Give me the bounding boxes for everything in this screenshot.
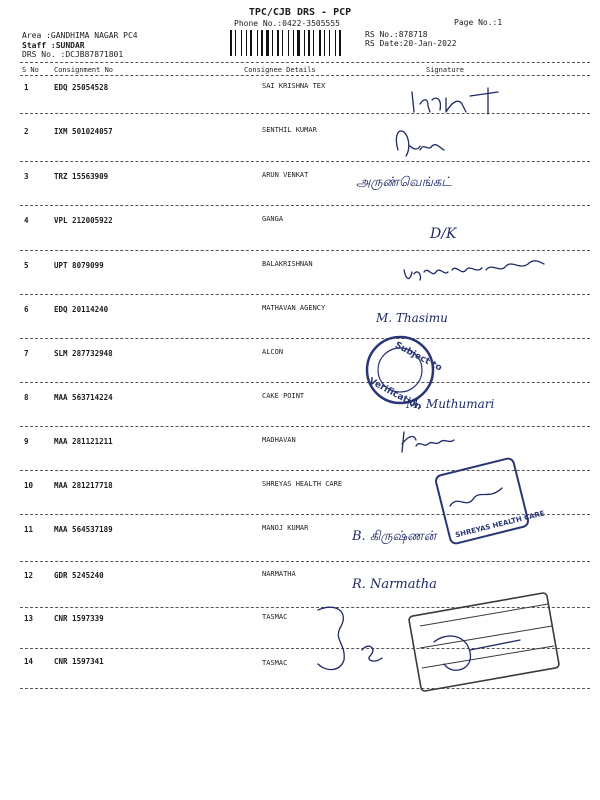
signature-row-1 xyxy=(412,88,498,114)
row-sno: 10 xyxy=(24,481,34,490)
rs-number: RS No.:878718 xyxy=(365,30,428,39)
row-sno: 9 xyxy=(24,437,29,446)
row-consignee: ALCON xyxy=(262,348,284,356)
row-sno: 7 xyxy=(24,349,29,358)
row-sno: 13 xyxy=(24,614,34,623)
row-consignee: GANGA xyxy=(262,215,284,223)
signature-row-11: B. கிருஷ்ணன் xyxy=(352,529,437,544)
row-consignee: CAKE POINT xyxy=(262,392,305,400)
staff-label: Staff :SUNDAR xyxy=(22,41,85,50)
drs-number: DRS No. :DCJB87871801 xyxy=(22,50,124,59)
row-consignment: MAA 564537189 xyxy=(54,525,113,534)
row-sno: 1 xyxy=(24,83,29,92)
row-sno: 6 xyxy=(24,305,29,314)
row-consignment: MAA 563714224 xyxy=(54,393,113,402)
phone-number: Phone No.:0422-3505555 xyxy=(234,19,340,28)
row-sno: 3 xyxy=(24,172,29,181)
row-consignment: CNR 1597341 xyxy=(54,657,104,666)
page-number: Page No.:1 xyxy=(454,18,503,27)
area-label: Area :GANDHIMA NAGAR PC4 xyxy=(22,31,138,40)
row-consignment: TRZ 15563909 xyxy=(54,172,109,181)
row-consignee: BALAKRISHNAN xyxy=(262,260,313,268)
signature-row-3: அருண்வெங்கட் xyxy=(356,175,452,190)
row-consignee: ARUN VENKAT xyxy=(262,171,309,179)
column-header-consignee: Consignee Details xyxy=(244,66,316,74)
signature-row-4: D/K xyxy=(430,226,457,242)
row-sno: 4 xyxy=(24,216,29,225)
row-sno: 11 xyxy=(24,525,34,534)
stamp-shreyas-text: SHREYAS HEALTH CARE xyxy=(454,509,546,540)
row-consignee: SHREYAS HEALTH CARE xyxy=(262,480,343,488)
shreyas-stamp xyxy=(435,457,546,544)
column-header-signature: Signature xyxy=(426,66,464,74)
row-consignee: SAI KRISHNA TEX xyxy=(262,82,326,90)
tasmac-stamp xyxy=(408,592,559,691)
signature-row-5 xyxy=(404,261,544,280)
row-consignee: SENTHIL KUMAR xyxy=(262,126,317,134)
signature-row-12: R. Narmatha xyxy=(352,577,437,592)
row-consignee: TASMAC xyxy=(262,659,288,667)
stamp-line-bottom: Verification xyxy=(366,376,424,413)
sheet-title: TPC/CJB DRS - PCP xyxy=(248,7,352,18)
row-consignment: MAA 281217718 xyxy=(54,481,113,490)
row-sno: 5 xyxy=(24,261,29,270)
rs-date: RS Date:20-Jan-2022 xyxy=(365,39,457,48)
signature-row-2 xyxy=(396,131,444,156)
row-consignment: EDQ 20114240 xyxy=(54,305,109,314)
column-header-sno: S No xyxy=(22,66,39,74)
row-consignment: MAA 281121211 xyxy=(54,437,113,446)
row-consignment: CNR 1597339 xyxy=(54,614,104,623)
row-consignment: IXM 501024057 xyxy=(54,127,113,136)
row-consignee: TASMAC xyxy=(262,613,288,621)
row-consignee: MADHAVAN xyxy=(262,436,296,444)
row-consignment: VPL 212005922 xyxy=(54,216,113,225)
row-consignment: SLM 287732948 xyxy=(54,349,113,358)
signature-row-13 xyxy=(318,607,520,670)
row-sno: 2 xyxy=(24,127,29,136)
row-consignee: MANOJ KUMAR xyxy=(262,524,309,532)
row-consignment: EDQ 25054528 xyxy=(54,83,109,92)
row-sno: 8 xyxy=(24,393,29,402)
row-consignee: MATHAVAN AGENCY xyxy=(262,304,326,312)
row-sno: 12 xyxy=(24,571,34,580)
signature-row-8: M. Muthumari xyxy=(406,397,495,411)
signature-row-6: M. Thasimu xyxy=(376,311,448,325)
stamp-line-top: Subject to xyxy=(392,340,444,374)
signature-row-9 xyxy=(402,432,454,452)
row-consignment: UPT 8079099 xyxy=(54,261,104,270)
signature-row-10 xyxy=(450,488,502,506)
row-consignee: NARMATHA xyxy=(262,570,296,578)
row-consignment: GDR 5245240 xyxy=(54,571,104,580)
row-sno: 14 xyxy=(24,657,34,666)
column-header-consignment: Consignment No xyxy=(54,66,114,74)
